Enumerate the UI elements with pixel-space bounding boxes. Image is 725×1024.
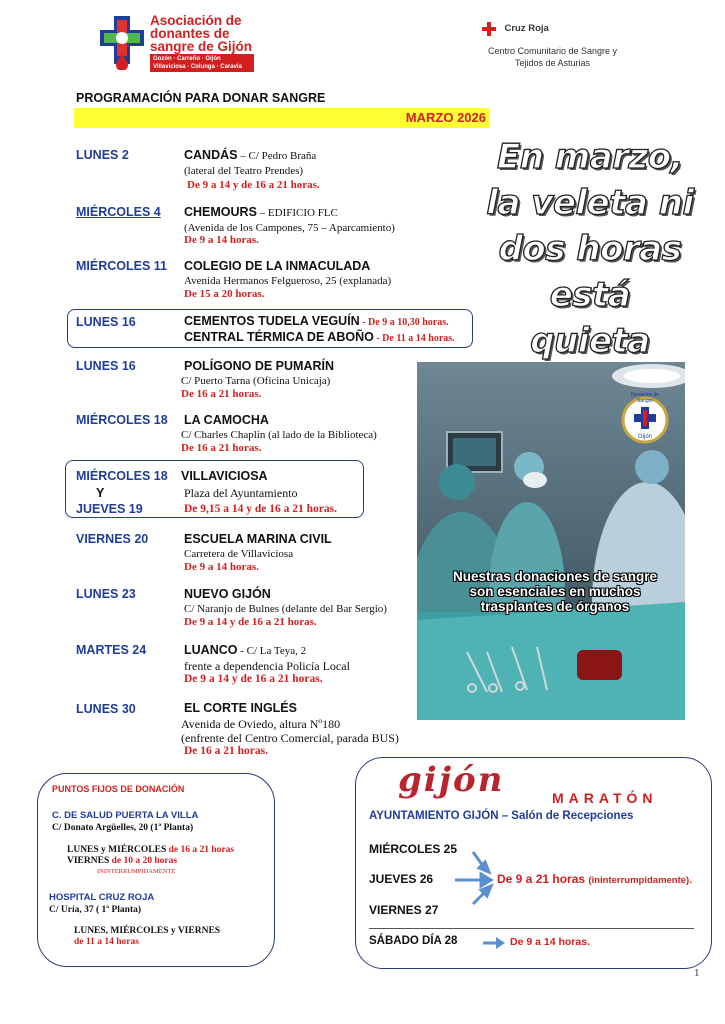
red-cross-icon	[482, 22, 496, 36]
place-name: LUANCO	[184, 643, 238, 657]
maraton-hours-note: (ininterrumpidamente).	[588, 875, 692, 886]
centro-line1: Centro Comunitario de Sangre y	[487, 46, 618, 56]
association-line1: Asociación de	[150, 13, 242, 28]
schedule-day: MIÉRCOLES 18	[76, 413, 168, 427]
schedule-address: C/ Naranjo de Bulnes (delante del Bar Sergio)	[184, 603, 387, 615]
schedule-hours: De 9 a 14 horas.	[184, 234, 259, 246]
place-sub: – EDIFICIO FLC	[256, 207, 338, 219]
quote-line3: dos horas	[498, 229, 682, 269]
page-number: 1	[694, 967, 700, 979]
schedule-place	[184, 314, 449, 328]
schedule-place: NUEVO GIJÓN	[184, 587, 271, 601]
centro-name	[470, 45, 635, 69]
schedule-place: ESCUELA MARINA CIVIL	[184, 532, 332, 546]
caption-line1: Nuestras donaciones de sangre	[452, 569, 658, 584]
center2-name: HOSPITAL CRUZ ROJA	[49, 892, 155, 903]
schedule-address: (Avenida de los Campones, 75 – Aparcamiento)	[184, 222, 395, 234]
schedule-day: MARTES 24	[76, 643, 147, 657]
place-name-2: CENTRAL TÉRMICA DE ABOÑO	[184, 330, 374, 344]
center1-schedule2	[67, 856, 177, 866]
photo-badge-city: Gijón	[637, 434, 652, 440]
surgery-photo	[417, 362, 685, 720]
center1-days1: LUNES y MIÉRCOLES	[67, 845, 167, 855]
fixed-points-title: PUNTOS FIJOS DE DONACIÓN	[52, 784, 185, 794]
schedule-place	[184, 205, 338, 219]
center1-hours2: de 10 a 20 horas	[109, 856, 178, 866]
surgery-illustration	[417, 362, 685, 720]
place-sub: – C/ Pedro Braña	[237, 150, 317, 162]
maraton-title: MARATÓN	[552, 790, 658, 806]
center1-hours1: de 16 a 21 horas	[166, 845, 235, 855]
arrow-icon	[483, 937, 505, 949]
schedule-day: LUNES 16	[76, 315, 136, 329]
quote-line4: está quieta	[530, 275, 650, 361]
schedule-day: LUNES 2	[76, 148, 129, 162]
gijon-logo: gijón	[398, 760, 505, 800]
schedule-day: LUNES 23	[76, 587, 136, 601]
schedule-address: Plaza del Ayuntamiento	[184, 486, 298, 500]
maraton-day3: VIERNES 27	[369, 903, 439, 917]
schedule-hours: De 9 a 14 y de 16 a 21 horas.	[187, 179, 320, 191]
venue-sub: – Salón de Recepciones	[498, 810, 634, 822]
schedule-day: MIÉRCOLES 4	[76, 205, 161, 219]
schedule-address: C/ Charles Chaplin (al lado de la Biblioteca)	[181, 429, 377, 441]
association-line2: donantes de	[150, 26, 230, 41]
maraton-hours-main: De 9 a 21 horas	[497, 872, 586, 886]
schedule-place: VILLAVICIOSA	[181, 469, 268, 483]
maraton-day4: SÁBADO DÍA 28	[369, 935, 458, 947]
cruz-roja-logo	[482, 20, 549, 38]
cruz-roja-label: Cruz Roja	[504, 23, 549, 35]
association-line3: sangre de Gijón	[150, 39, 253, 54]
schedule-address: C/ Puerto Tarna (Oficina Unicaja)	[181, 375, 331, 387]
schedule-address: frente a dependencia Policía Local	[184, 659, 350, 673]
place-hours: - De 9 a 10,30 horas.	[359, 317, 449, 328]
schedule-place-2	[184, 330, 455, 344]
schedule-address: (lateral del Teatro Prendes)	[184, 165, 304, 177]
maraton-venue	[369, 810, 633, 822]
center1-note: ININTERRUMPIDAMENTE	[97, 868, 176, 875]
quote-line1: En marzo,	[497, 137, 683, 177]
place-sub: - C/ La Teya, 2	[237, 645, 307, 657]
arrow-icon-group	[445, 842, 495, 912]
center2-address: C/ Uría, 37 ( 1ª Planta)	[49, 905, 142, 915]
schedule-hours: De 9 a 14 y de 16 a 21 horas.	[184, 673, 323, 685]
schedule-address-2: (enfrente del Centro Comercial, parada BUS)	[181, 731, 399, 745]
place-hours-2: - De 11 a 14 horas.	[373, 333, 455, 344]
center1-days2: VIERNES	[67, 856, 110, 866]
schedule-day: VIERNES 20	[76, 532, 149, 546]
maraton-hours4: De 9 a 14 horas.	[510, 936, 590, 948]
program-title: PROGRAMACIÓN PARA DONAR SANGRE	[76, 91, 326, 105]
place-name: CEMENTOS TUDELA VEGUÍN	[184, 314, 360, 328]
schedule-hours: De 9,15 a 14 y de 16 a 21 horas.	[184, 503, 338, 515]
month-banner	[74, 108, 490, 128]
maraton-divider	[369, 928, 694, 929]
maraton-day1: MIÉRCOLES 25	[369, 842, 458, 856]
caption-line3: trasplantes de órganos	[480, 599, 630, 614]
schedule-hours: De 16 a 21 horas.	[184, 745, 269, 757]
center2-days: LUNES, MIÉRCOLES y VIERNES	[74, 926, 221, 936]
schedule-hours: De 15 a 20 horas.	[184, 288, 265, 300]
schedule-connector: Y	[96, 486, 105, 500]
association-name	[150, 14, 252, 53]
quote-line2: la veleta ni	[486, 183, 694, 223]
maraton-day2: JUEVES 26	[369, 872, 434, 886]
caption-line2: son esenciales en muchos	[469, 584, 641, 599]
schedule-day: MIÉRCOLES 18	[76, 469, 168, 483]
schedule-address: Avenida de Oviedo, altura Nº180	[181, 717, 341, 731]
association-logo	[100, 14, 260, 72]
centro-line2: Tejidos de Asturias	[514, 58, 591, 68]
venue-main: AYUNTAMIENTO GIJÓN	[369, 810, 499, 822]
schedule-place	[184, 148, 316, 162]
schedule-place: EL CORTE INGLÉS	[184, 701, 297, 715]
photo-badge-text: Donantes de Sangre	[630, 392, 660, 404]
schedule-place	[184, 643, 306, 657]
place-name: CHEMOURS	[184, 205, 257, 219]
association-towns	[150, 54, 254, 72]
schedule-address: Carretera de Villaviciosa	[184, 548, 294, 560]
schedule-day: MIÉRCOLES 11	[76, 259, 167, 273]
schedule-hours: De 16 a 21 horas.	[181, 442, 262, 454]
schedule-day-2: JUEVES 19	[76, 502, 143, 516]
schedule-place: POLÍGONO DE PUMARÍN	[184, 359, 335, 373]
schedule-place: COLEGIO DE LA INMACULADA	[184, 259, 371, 273]
schedule-address: Avenida Hermanos Felgueroso, 25 (explanada)	[184, 275, 392, 287]
schedule-hours: De 9 a 14 horas.	[184, 561, 259, 573]
month-label: MARZO 2026	[405, 110, 486, 125]
center1-schedule1	[67, 845, 234, 855]
place-name: CANDÁS	[184, 148, 238, 162]
schedule-hours: De 16 a 21 horas.	[181, 388, 262, 400]
center1-address: C/ Donato Argüelles, 20 (1ª Planta)	[52, 823, 194, 833]
center1-name: C. DE SALUD PUERTA LA VILLA	[52, 810, 199, 821]
schedule-day: LUNES 30	[76, 702, 136, 716]
blood-cross-icon	[100, 14, 144, 70]
towns-line2: Villaviciosa · Colunga · Caravia	[153, 64, 242, 70]
schedule-hours: De 9 a 14 y de 16 a 21 horas.	[184, 616, 317, 628]
towns-line1: Gozón · Carreño · Gijón	[153, 56, 221, 62]
schedule-place: LA CAMOCHA	[184, 413, 269, 427]
schedule-day: LUNES 16	[76, 359, 136, 373]
center2-hours: de 11 a 14 horas	[74, 937, 139, 947]
photo-caption	[445, 569, 665, 614]
maraton-hours	[497, 872, 692, 886]
